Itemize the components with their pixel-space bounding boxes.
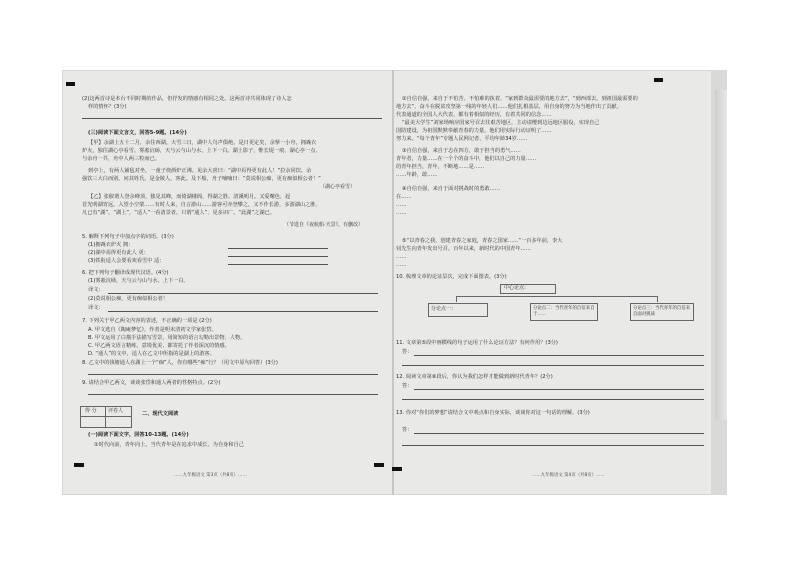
registration-mark (66, 82, 75, 86)
text-line: ①时代向前，青年向上。当代青年是在追求中成长、为自身和自己 (94, 442, 244, 448)
text-line: 努力来。“每个青年”专题人民网记者，平均年龄34岁…… (396, 136, 528, 142)
exam-page-3 (62, 70, 392, 495)
source-note: （湖心亭看雪） (320, 184, 356, 190)
question-9: 9. 请结合甲乙两文，谈谈张岱和通人两者的性格特点。(2分) (82, 380, 221, 386)
translation-label: 译文： (88, 305, 104, 311)
question-5-item: (2)湖中焉得更有此人 更： (88, 250, 149, 256)
text-line: 钊先生向青年发出号召。百年以来，新时代的中国青年…… (396, 246, 531, 252)
text-line: 强饮三大白而别。问其姓氏，是金陵人，客此。及下船，舟子喃喃曰：“莫说相公痴，更有痴似相公者！” (82, 176, 321, 182)
registration-mark (74, 463, 84, 467)
page-edge-shadow (715, 90, 727, 420)
answer-line (414, 389, 704, 390)
option-c: C. 甲乙两文语言精练，意境优美，都寄托了作者深沉的情感。 (88, 343, 230, 349)
text-line: ⑤“以青春之我，创建青春之家庭，青春之国家……”一百多年前，李大 (402, 238, 563, 244)
text-line: 的青年担当，青年，不断地……是…… (396, 164, 485, 170)
answer-line (108, 293, 378, 294)
text-line: 地方去”，奋斗在脱贫攻坚第一线的年轻人们……他们扎根基层，用自身的努力为当地作出了贡献。 (396, 104, 622, 110)
option-a: A. 甲文选自《陶庵梦忆》，作者是明末清初文学家张岱。 (88, 327, 217, 333)
text-line: 凡已有“湖”，“湖上”，“适人”一看清景者。只谓“通人”，见多识广。“此湖”之湖已。 (82, 210, 275, 216)
answer-line (88, 394, 378, 395)
answer-line (228, 248, 328, 249)
question-7: 7. 下列关于甲乙两文内容的表述，不正确的一项是 (2分) (82, 318, 212, 324)
page-footer: ……九年级语文 第4页（共8页）…… (532, 473, 605, 478)
answer-line (228, 256, 328, 257)
option-d: D. “通人”的文中，适人在乙文中所指的是湖上的游客。 (88, 351, 215, 357)
scanned-exam-sheet (62, 70, 727, 495)
translation-label: 译文： (88, 287, 104, 293)
answer-line (402, 399, 704, 400)
section-heading: 二、现代文阅读 (142, 411, 179, 417)
text-line: 在…… (396, 194, 412, 200)
sub-argument-3-box (630, 303, 694, 321)
question-13: 13. 你对“你们的梦想”请结合文中观点和自身实际，谈谈你对这一句话的理解。(3分) (396, 410, 590, 416)
text-line: ④自信自强，来自于面对挑战时的勇敢…… (402, 186, 501, 192)
registration-mark (374, 463, 384, 467)
option-b: B. 甲文运用了白描手法描写雪景，用简短的语言勾勒出景物、人物。 (88, 335, 246, 341)
text-line: ③自信自强，来自于志在四方，敢于担当的勇气…… (402, 148, 521, 154)
exam-page-4 (394, 70, 727, 495)
text-line: …… (396, 202, 407, 208)
question-12: 12. 阅读文章第⑥段后，你认为我们怎样才能做到新时代青年？(2分) (396, 374, 553, 380)
registration-mark (654, 78, 663, 82)
answer-line (402, 445, 704, 446)
sub-argument-3-label: 分论点三：当代青年的自信来自面对挑战 (633, 306, 691, 317)
question-10: 10. 梳理文章的论证层次，完成下面图表。(3分) (396, 274, 507, 280)
answer-line (82, 118, 382, 119)
answer-line (228, 264, 328, 265)
text-line: 到亭上，有两人铺毡对坐，一童子烧酒炉正沸。见余大喜曰：“湖中焉得更有此人！”拉余同饮。余 (88, 168, 312, 174)
question-5-item: (3)铁衔适人会要看欢看雪中 适： (88, 258, 165, 264)
answer-line (88, 374, 378, 375)
central-argument-box (500, 284, 556, 294)
central-argument-label: 中心论点： (504, 285, 530, 291)
question-6-item: (2)莫说相公痴，更有痴似相公者！ (88, 296, 168, 302)
answer-label: 答： (402, 383, 413, 389)
text-line: 与余舟一芥，舟中人两三粒而已。 (82, 156, 160, 162)
text-line: …… (396, 254, 407, 260)
question-5-item: (1)拥毳衣炉火 拥： (88, 242, 134, 248)
text-line: …… (396, 262, 407, 268)
question-11: 11. 文章第⑤段中画横线的句子运用了什么论证方法？有何作用？(3分) (396, 340, 558, 346)
question-5: 5. 解释下列句子中加点字的词语。(3分) (82, 234, 174, 240)
answer-line (414, 433, 704, 434)
answer-line (414, 355, 704, 356)
question-8: 8. 乙文中的钱塘通人在湖上一个“痴”人，你有哪些“痴”行？（用文中原句回答）(3分) (82, 360, 278, 366)
text-line: (2)这两首诗是本台不同时期的作品，但抒发的情感有相同之处。这两首诗共同体现了诗人怎 (82, 96, 292, 102)
text-line: 国防建设，为祖国默默奉献青春的力量，他们用实际行动证明了…… (396, 128, 552, 134)
text-line: “最美大学生”刘家坳响应国家号召去往艰苦地区，主动请缨到边远地区服役，实现自己 (402, 120, 600, 126)
registration-mark (392, 467, 402, 471)
section-heading: (三)阅读下面文言文，回答5-9题。(14分) (88, 130, 187, 136)
text-line: 样的情怀？(3分) (88, 104, 127, 110)
text-line: ②自信自强，来自于不怕苦、不怕难的执着。“家到群众最需要的地方去”，“到西部去，到祖国最需要的 (402, 96, 638, 102)
sub-argument-2-label: 分论点二：当代青年的自信来自于…… (533, 306, 595, 317)
score-label: 得 分 (85, 408, 97, 414)
sub-argument-1-label: 分论点一： (431, 306, 457, 312)
text-line: 首光明湖宵远，入望小空蒙……有时人来，自言游山……游客可亦登攀之，又不作长游，多游湖山之胜。 (82, 202, 321, 208)
text-line: 代表通道的全国人大代表，都有着相似的经历，有着共同的信念…… (396, 112, 552, 118)
text-line: 【甲】余湖上五十二月，余住西湖。大雪三日，湖中人鸟声俱绝。是日更定矣，余拏一小舟，拥毳衣 (88, 140, 317, 146)
answer-line (402, 365, 704, 366)
text-line: …… (396, 210, 407, 216)
text-line: 【乙】张俶谓人登余峰顶，独见其峰，而倚湖楼阁，得湖之胜。清溪明月。又爱曙色，起 (88, 194, 291, 200)
source-note: （节选自《夜航船·天景》，有删改） (284, 222, 364, 228)
diagram-connector (456, 296, 658, 302)
answer-label: 答： (402, 349, 413, 355)
text-line: 炉火，独往湖心亭看雪。雾凇沆砀，天与云与山与水，上下一白。湖上影子，惟长堤一痕、湖心亭一点、 (82, 148, 321, 154)
sub-argument-1-box (428, 303, 488, 317)
grader-label: 评卷人 (108, 408, 124, 414)
answer-line (108, 311, 378, 312)
score-box (80, 406, 132, 428)
sub-argument-2-box (530, 303, 598, 321)
page-footer: ……九年级语文 第3页（共8页）…… (174, 473, 247, 478)
subsection-heading: (一)阅读下面文字，回答10-13题。(14分) (88, 432, 189, 438)
question-6-item: (1)雾凇沆砀，天与云与山与水，上下一白。 (88, 278, 189, 284)
text-line: 青年者，力量……在一个个的奋斗中，他们以自己的力量…… (396, 156, 537, 162)
text-line: ……年龄，敢…… (396, 172, 438, 178)
question-6: 6. 把下列句子翻译成现代汉语。(4分) (82, 270, 169, 276)
answer-label: 答： (402, 427, 413, 433)
